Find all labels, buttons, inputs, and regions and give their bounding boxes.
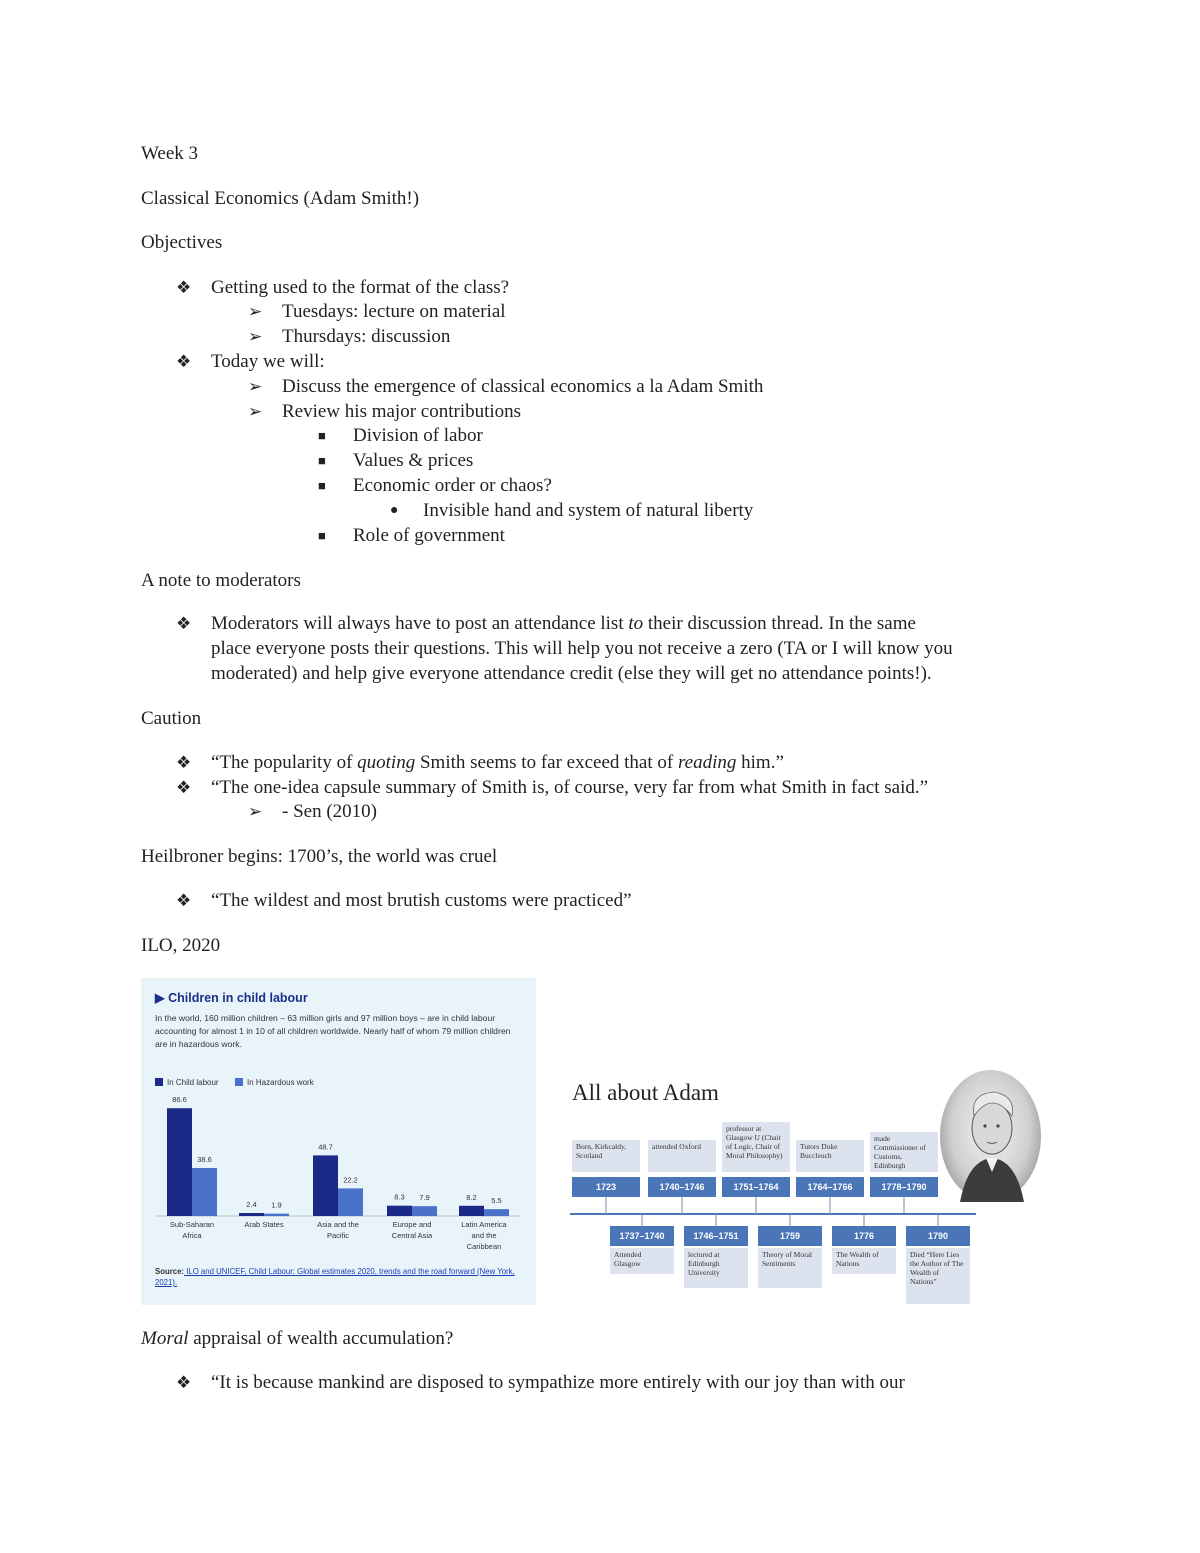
caution-quote-1: “The popularity of quoting Smith seems to far exceed that of reading him.” [211, 752, 784, 773]
data-label: 86.6 [172, 1095, 187, 1105]
list-item: Values & prices [353, 450, 474, 471]
triangle-marker-icon: ▶ [155, 991, 169, 1005]
moderators-text-line-1: Moderators will always have to post an attendance list to their discussion thread. In the same [211, 613, 916, 634]
list-item: Division of labor [353, 425, 483, 446]
diamond-bullet-icon: ❖ [176, 891, 192, 910]
category-label: Central Asia [391, 1231, 433, 1240]
list-item: Review his major contributions [282, 401, 522, 422]
moderators-text-line-2: place everyone posts their questions. This will help you not receive a zero (TA or I will know you [211, 638, 953, 659]
timeline-year: 1737–1740 [610, 1226, 674, 1246]
category-label: Europe and [392, 1220, 432, 1229]
legend-swatch [235, 1078, 243, 1086]
list-item: Invisible hand and system of natural liberty [423, 500, 754, 521]
data-label: 48.7 [318, 1142, 333, 1152]
timeline-event-text: Tutors Duke Buccleuch [796, 1140, 864, 1172]
chart-bar [167, 1108, 192, 1216]
square-bullet-icon: ■ [318, 453, 326, 468]
category-label: Sub-Saharan [169, 1220, 215, 1229]
page-subtitle: Classical Economics (Adam Smith!) [141, 188, 420, 209]
moderators-title: A note to moderators [141, 570, 301, 591]
category-label: Asia and the [317, 1220, 359, 1229]
list-item: Tuesdays: lecture on material [282, 301, 506, 322]
diamond-bullet-icon: ❖ [176, 1373, 192, 1392]
timeline-event-text: attended Oxford [648, 1140, 716, 1172]
diamond-bullet-icon: ❖ [176, 753, 192, 772]
diamond-bullet-icon: ❖ [176, 614, 192, 633]
list-item: Discuss the emergence of classical economics a la Adam Smith [282, 376, 764, 397]
caution-title: Caution [141, 708, 202, 729]
source-link[interactable]: ILO and UNICEF, Child Labour: Global estimates 2020, trends and the road forward (New York, 2021). [155, 1267, 515, 1287]
objectives-title: Objectives [141, 232, 223, 253]
chart-bar [484, 1209, 509, 1216]
timeline-year: 1776 [832, 1226, 896, 1246]
legend-label: In Child labour [167, 1078, 219, 1087]
timeline-event-text: lectured at Edinburgh University [684, 1248, 748, 1288]
data-label: 1.9 [271, 1200, 282, 1210]
chart-plot [141, 978, 536, 1305]
heilbroner-quote: “The wildest and most brutish customs were practiced” [211, 890, 632, 911]
arrow-bullet-icon: ➢ [248, 327, 263, 346]
heilbroner-title: Heilbroner begins: 1700’s, the world was cruel [141, 846, 498, 867]
category-label: Arab States [244, 1220, 284, 1229]
timeline-year: 1759 [758, 1226, 822, 1246]
timeline-year: 1723 [572, 1177, 640, 1197]
timeline-event-text: Born, Kirkcaldy, Scotland [572, 1140, 640, 1172]
dot-bullet-icon: ● [390, 503, 399, 518]
list-item: Today we will: [211, 351, 325, 372]
timeline-year: 1764–1766 [796, 1177, 864, 1197]
chart-source [155, 1266, 527, 1288]
moderators-text-line-3: moderated) and help give everyone attendance credit (else they will get no attendance points!). [211, 663, 932, 684]
chart-bar [313, 1155, 338, 1216]
legend-swatch [155, 1078, 163, 1086]
timeline-year: 1746–1751 [684, 1226, 748, 1246]
chart-bar [338, 1188, 363, 1216]
timeline-event-text: The Wealth of Nations [832, 1248, 896, 1274]
chart-subtitle: In the world, 160 million children – 63 million girls and 97 million boys – are in child labour accounting for almost 1 in 10 of all children worldwide. Nearly half of whom 79 million children are in hazardous work. [155, 1013, 511, 1049]
chart-bar [412, 1206, 437, 1216]
square-bullet-icon: ■ [318, 428, 326, 443]
diamond-bullet-icon: ❖ [176, 352, 192, 371]
adam-timeline-figure [562, 1066, 1042, 1306]
timeline-year: 1778–1790 [870, 1177, 938, 1197]
data-label: 2.4 [246, 1200, 257, 1210]
square-bullet-icon: ■ [318, 528, 326, 543]
arrow-bullet-icon: ➢ [248, 377, 263, 396]
data-label: 8.3 [394, 1192, 405, 1202]
arrow-bullet-icon: ➢ [248, 402, 263, 421]
category-label: Latin America [461, 1220, 507, 1229]
category-label: and the [471, 1231, 497, 1240]
source-label: Source: [155, 1267, 185, 1276]
arrow-bullet-icon: ➢ [248, 802, 263, 821]
timeline-year: 1751–1764 [722, 1177, 790, 1197]
legend-label: In Hazardous work [247, 1078, 314, 1087]
diamond-bullet-icon: ❖ [176, 278, 192, 297]
timeline-year: 1790 [906, 1226, 970, 1246]
chart-title-text: Children in child labour [168, 991, 308, 1005]
chart-bar [239, 1213, 264, 1216]
list-item: Getting used to the format of the class? [211, 277, 510, 298]
caution-quote-2: “The one-idea capsule summary of Smith is, of course, very far from what Smith in fact said.” [211, 777, 929, 798]
data-label: 8.2 [466, 1192, 477, 1202]
chart-bar [264, 1214, 289, 1216]
timeline-event-text: made Commissioner of Customs, Edinburgh [870, 1132, 938, 1172]
caution-citation: - Sen (2010) [282, 801, 377, 822]
square-bullet-icon: ■ [318, 478, 326, 493]
child-labour-chart [141, 978, 536, 1305]
arrow-bullet-icon: ➢ [248, 302, 263, 321]
chart-bar [192, 1168, 217, 1216]
timeline-title: All about Adam [572, 1080, 719, 1105]
timeline-event-text: Died “Here Lies the Author of The Wealth of Nations” [906, 1248, 970, 1304]
category-label: Pacific [326, 1231, 350, 1240]
timeline-event-text: professor at Glasgow U (Chair of Logic, Chair of Moral Philosophy) [722, 1122, 790, 1172]
data-label: 38.6 [197, 1154, 212, 1164]
diamond-bullet-icon: ❖ [176, 778, 192, 797]
moral-title: Moral appraisal of wealth accumulation? [141, 1328, 454, 1349]
timeline-year: 1740–1746 [648, 1177, 716, 1197]
data-label: 7.9 [419, 1193, 430, 1203]
category-label: Africa [182, 1231, 202, 1240]
ilo-label: ILO, 2020 [141, 935, 221, 956]
list-item: Thursdays: discussion [282, 326, 451, 347]
list-item: Role of government [353, 525, 505, 546]
timeline-event-text: Attended Glasgow [610, 1248, 674, 1274]
list-item: Economic order or chaos? [353, 475, 552, 496]
category-label: Caribbean [466, 1242, 502, 1251]
chart-bar [387, 1206, 412, 1216]
chart-bar [459, 1206, 484, 1216]
data-label: 22.2 [343, 1175, 358, 1185]
timeline-event-text: Theory of Moral Sentiments [758, 1248, 822, 1288]
moral-quote: “It is because mankind are disposed to sympathize more entirely with our joy than with our [211, 1372, 905, 1393]
page-heading: Week 3 [141, 143, 199, 164]
data-label: 5.5 [491, 1196, 502, 1206]
